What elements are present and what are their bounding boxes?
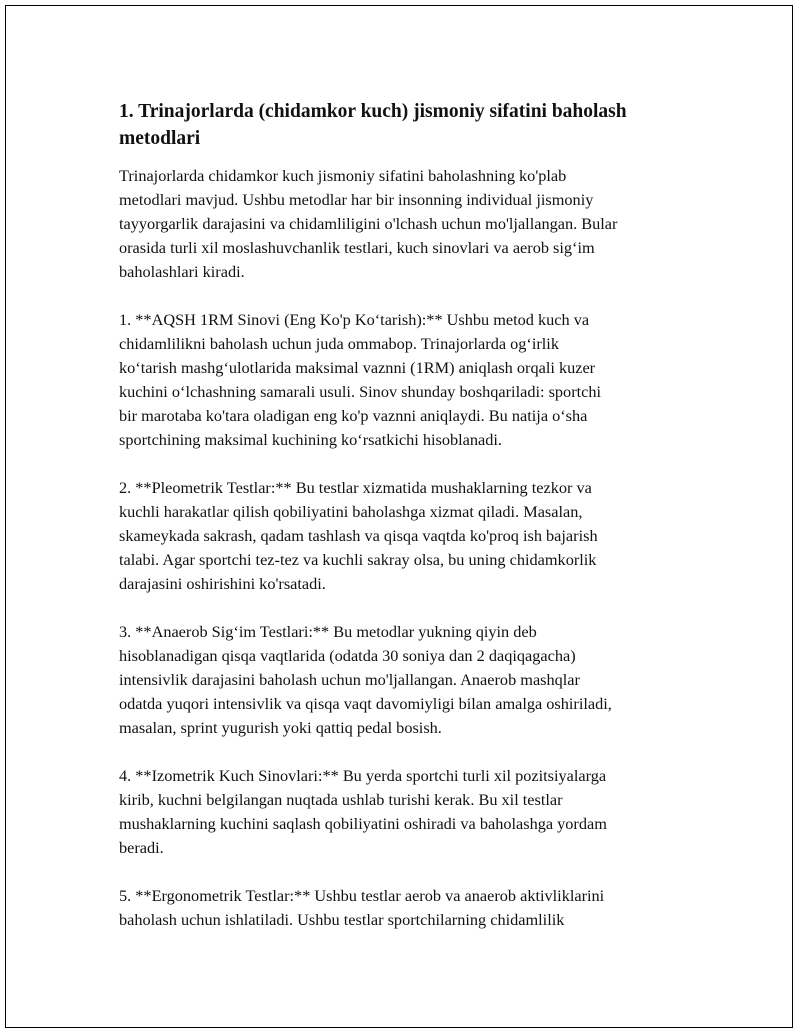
document-body <box>119 98 704 956</box>
method-plyometric-paragraph: 2. **Pleometrik Testlar:** Bu testlar xizmatida mushaklarning tezkor va kuchli harakatlar qilish qobiliyatini baholashga xizmat qiladi. Masalan, skameykada sakrash, qadam tashlash va qisqa vaqtda ko'proq ish bajarish talabi. Agar sportchi tez-tez va kuchli sakray olsa, bu uning chidamkorlik darajasini oshirishini ko'rsatadi. <box>119 478 598 593</box>
section-heading: 1. Trinajorlarda (chidamkor kuch) jismoniy sifatini baholash metodlari <box>119 101 627 149</box>
method-ergonometric-paragraph: 5. **Ergonometrik Testlar:** Ushbu testlar aerob va anaerob aktivliklarini baholash uchun ishlatiladi. Ushbu testlar sportchilarning chidamlilik <box>119 886 605 929</box>
document-page <box>5 5 793 1028</box>
method-anaerobic-paragraph: 3. **Anaerob Sig‘im Testlari:** Bu metodlar yukning qiyin deb hisoblanadigan qisqa vaqtlarida (odatda 30 soniya dan 2 daqiqagacha) intensivlik darajasini baholash uchun mo'ljallangan. Anaerob mashqlar odatda yuqori intensivlik va qisqa vaqt davomiyligi bilan amalga oshiriladi, masalan, sprint yugurish yoki qattiq pedal bosish. <box>119 622 612 737</box>
intro-paragraph: Trinajorlarda chidamkor kuch jismoniy sifatini baholashning ko'plab metodlari mavjud. Ushbu metodlar har bir insonning individual jismoniy tayyorgarlik darajasini va chidamliligini o'lchash uchun mo'ljallangan. Bular orasida turli xil moslashuvchanlik testlari, kuch sinovlari va aerob sig‘im baholashlari kiradi. <box>119 166 618 281</box>
method-isometric-paragraph: 4. **Izometrik Kuch Sinovlari:** Bu yerda sportchi turli xil pozitsiyalarga kirib, kuchni belgilangan nuqtada ushlab turishi kerak. Bu xil testlar mushaklarning kuchini saqlash qobiliyatini oshiradi va baholashga yordam beradi. <box>119 766 607 857</box>
method-1rm-paragraph: 1. **AQSH 1RM Sinovi (Eng Ko'p Ko‘tarish):** Ushbu metod kuch va chidamlilikni baholash uchun juda ommabop. Trinajorlarda og‘irlik ko‘tarish mashg‘ulotlarida maksimal vaznni (1RM) aniqlash orqali kuzer kuchini o‘lchashning samarali usuli. Sinov shunday boshqariladi: sportchi bir marotaba ko'tara oladigan eng ko'p vaznni aniqlaydi. Bu natija o‘sha sportchining maksimal kuchining ko‘rsatkichi hisoblanadi. <box>119 310 602 449</box>
